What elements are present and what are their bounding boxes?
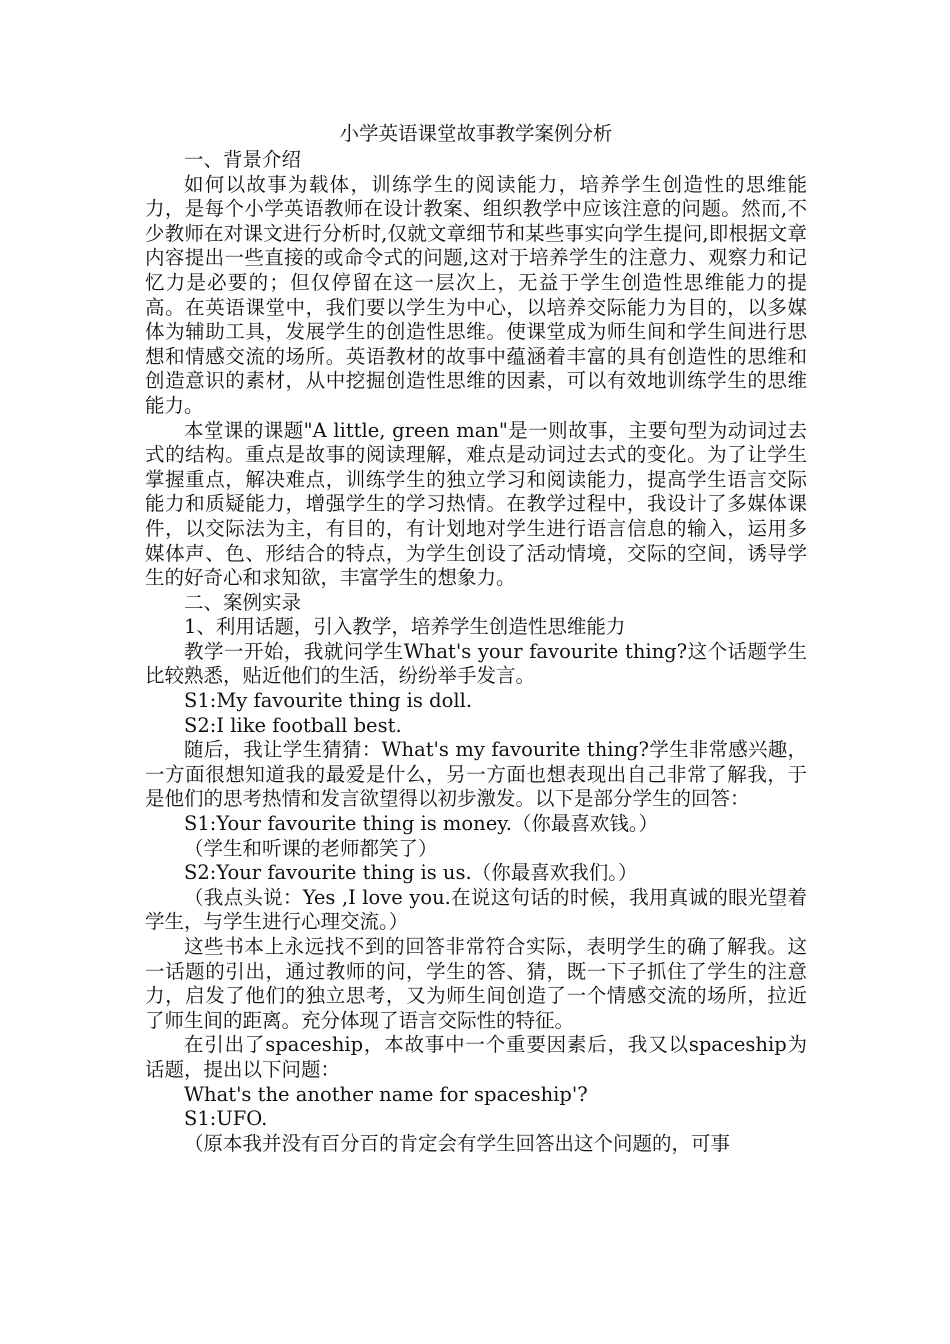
paragraph: 如何以故事为载体，训练学生的阅读能力，培养学生创造性的思维能力，是每个小学英语教师在设计教案、组织教学中应该注意的问题。然而,不少教师在对课文进行分析时,仅就文章细节和某些事实向学生提问,即根据文章内容提出一些直接的或命令式的问题,这对于培养学生的注意力、观察力和记忆力是必要的；但仅停留在这一层次上，无益于学生创造性思维能力的提高。在英语课堂中，我们要以学生为中心，以培养交际能力为目的，以多媒体为辅助工具，发展学生的创造性思维。使课堂成为师生间和学生间进行思想和情感交流的场所。英语教材的故事中蕴涵着丰富的具有创造性的思维和创造意识的素材，从中挖掘创造性思维的因素，可以有效地训练学生的思维能力。 <box>145 172 807 417</box>
dialogue-line: S1:Your favourite thing is money.（你最喜欢钱。） <box>184 812 659 836</box>
dialogue-line: S2:I like football best. <box>184 713 402 737</box>
document-title: 小学英语课堂故事教学案例分析 <box>339 122 613 145</box>
subsection-heading: 1、利用话题，引入教学，培养学生创造性思维能力 <box>184 615 626 639</box>
document-page <box>145 120 807 1156</box>
dialogue-line: S1:My favourite thing is doll. <box>184 689 473 713</box>
dialogue-line: S1:UFO. <box>184 1107 268 1131</box>
paragraph: 随后，我让学生猜猜：What's my favourite thing?学生非常感兴趣，一方面很想知道我的最爱是什么，另一方面也想表现出自己非常了解我，于是他们的思考热情和发言欲望得以初步激发。以下是部分学生的回答： <box>145 738 807 811</box>
paragraph: 教学一开始，我就问学生What's your favourite thing?这个话题学生比较熟悉，贴近他们的生活，纷纷举手发言。 <box>145 639 807 688</box>
dialogue-line: What's the another name for spaceship'? <box>184 1082 588 1106</box>
section-heading: 一、背景介绍 <box>184 148 302 171</box>
aside-note: （我点头说：Yes ,I love you.在说这句话的时候，我用真诚的眼光望着学生，与学生进行心理交流。） <box>145 885 807 934</box>
paragraph: 在引出了spaceship，本故事中一个重要因素后，我又以spaceship为话题，提出以下问题： <box>145 1033 807 1081</box>
paragraph: 这些书本上永远找不到的回答非常符合实际，表明学生的确了解我。这一话题的引出，通过教师的问，学生的答、猜，既一下子抓住了学生的注意力，启发了他们的独立思考，又为师生间创造了一个情感交流的场所，拉近了师生间的距离。充分体现了语言交际性的特征。 <box>145 935 807 1032</box>
aside-note: （学生和听课的老师都笑了） <box>184 836 438 860</box>
paragraph: 本堂课的课题"A little, green man"是一则故事，主要句型为动词过去式的结构。重点是故事的阅读理解，难点是动词过去式的变化。为了让学生掌握重点，解决难点，训练学生的独立学习和阅读能力，提高学生语言交际能力和质疑能力，增强学生的学习热情。在教学过程中，我设计了多媒体课件，以交际法为主，有目的，有计划地对学生进行语言信息的输入，运用多媒体声、色、形结合的特点，为学生创设了活动情境，交际的空间，诱导学生的好奇心和求知欲，丰富学生的想象力。 <box>145 418 807 590</box>
aside-note: （原本我并没有百分百的肯定会有学生回答出这个问题的，可事 <box>184 1131 731 1155</box>
dialogue-line: S2:Your favourite thing is us.（你最喜欢我们。） <box>184 861 638 885</box>
section-heading: 二、案例实录 <box>184 590 302 614</box>
